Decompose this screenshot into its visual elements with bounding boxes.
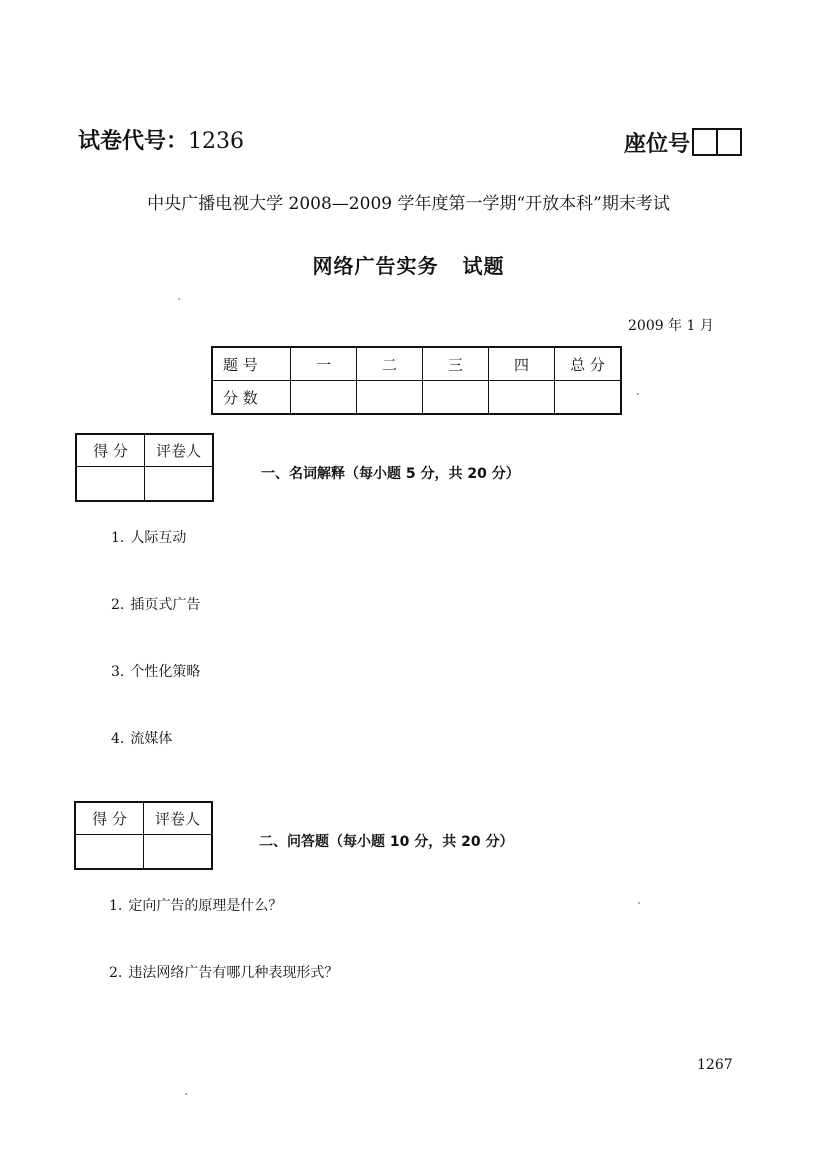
question-number: 2. (109, 965, 123, 981)
university-title: 中央广播电视大学 2008—2009 学年度第一学期“开放本科”期末考试 (147, 194, 670, 214)
scan-speck (637, 393, 639, 395)
exam-code-label: 试卷代号： (78, 129, 189, 154)
grader-score-cell (75, 835, 144, 870)
seat-number-box-2 (718, 128, 742, 156)
grader-name-label: 评卷人 (145, 434, 214, 467)
scan-speck (638, 902, 640, 904)
score-table-header-row (212, 347, 621, 381)
score-table (211, 346, 622, 415)
question-number: 3. (111, 664, 125, 680)
seat-number-label: 座位号 (624, 131, 691, 157)
score-table-header-cell: 三 (423, 347, 489, 381)
grader-name-cell (144, 835, 213, 870)
score-table-header-cell: 题 号 (212, 347, 291, 381)
seat-number-box-1 (692, 128, 718, 156)
question-number: 1. (111, 530, 125, 546)
scan-speck (185, 1093, 187, 1095)
exam-code-value: 1236 (188, 129, 245, 154)
question-number: 4. (111, 731, 125, 747)
grader-box (74, 801, 213, 870)
question (111, 594, 200, 614)
exam-code (78, 124, 244, 155)
score-table-score-cell (423, 381, 489, 415)
question-text: 违法网络广告有哪几种表现形式？ (128, 965, 339, 981)
seat-number (624, 127, 742, 157)
exam-date: 2009 年 1 月 (628, 318, 714, 334)
score-table-score-row (212, 381, 621, 415)
grader-name-label: 评卷人 (144, 802, 213, 835)
question-number: 1. (109, 898, 123, 914)
score-table-header-cell: 总 分 (555, 347, 622, 381)
scan-speck (178, 298, 180, 300)
grader-box (75, 433, 214, 502)
question-number: 2. (111, 597, 125, 613)
grader-score-label: 得 分 (76, 434, 145, 467)
question-text: 流媒体 (130, 731, 173, 747)
question (109, 895, 282, 915)
score-table-score-cell (291, 381, 357, 415)
page-number: 1267 (697, 1057, 733, 1073)
subject-title: 网络广告实务 试题 (312, 254, 505, 278)
question-text: 人际互动 (130, 530, 187, 546)
section-title: 二、问答题（每小题 10 分，共 20 分） (259, 834, 514, 850)
score-table-score-cell (489, 381, 555, 415)
score-table-header-cell: 一 (291, 347, 357, 381)
question-text: 插页式广告 (130, 597, 201, 613)
score-table-score-cell (357, 381, 423, 415)
score-table-header-cell: 二 (357, 347, 423, 381)
question (111, 527, 186, 547)
question (111, 728, 172, 748)
question-text: 个性化策略 (130, 664, 201, 680)
grader-score-cell (76, 467, 145, 502)
score-table-score-cell (555, 381, 622, 415)
section-title: 一、名词解释（每小题 5 分，共 20 分） (261, 466, 520, 482)
question (111, 661, 200, 681)
question (109, 962, 338, 982)
score-table-score-label: 分 数 (212, 381, 291, 415)
question-text: 定向广告的原理是什么？ (128, 898, 283, 914)
grader-name-cell (145, 467, 214, 502)
grader-score-label: 得 分 (75, 802, 144, 835)
score-table-header-cell: 四 (489, 347, 555, 381)
